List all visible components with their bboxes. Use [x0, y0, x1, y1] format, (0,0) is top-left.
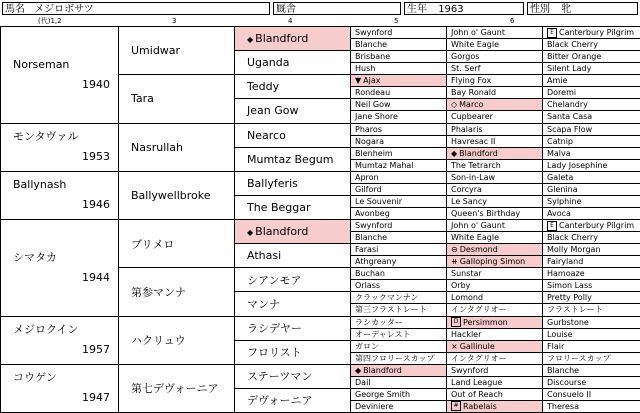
horse-name-g4: Dail [355, 377, 371, 387]
horse-name-g4: Ajax [363, 76, 381, 86]
horse-name-g2: Ballywellbroke [131, 188, 211, 202]
horse-name-g6: Canterbury Pilgrim [559, 28, 635, 38]
ancestor-year: 1947 [82, 391, 110, 405]
ancestor-g2 [119, 364, 235, 412]
horse-name-g5: John o' Gaunt [451, 221, 505, 231]
ancestor-g4 [351, 220, 447, 232]
ancestor-g4 [351, 147, 447, 159]
horse-name-g5: The Tetrarch [451, 160, 501, 170]
ancestor-g6 [543, 171, 640, 183]
ancestor-g6 [543, 364, 640, 376]
horse-name: メジロボサツ [34, 4, 94, 15]
diamond-icon: ◆ [247, 35, 254, 45]
horse-name-g6: Fairyland [547, 257, 584, 267]
horse-name-g5: Blandford [459, 148, 498, 158]
horse-name-g4: Jane Shore [355, 112, 398, 122]
ancestor-g5 [447, 39, 543, 51]
ancestor-g5 [447, 183, 543, 195]
ancestor-g6 [543, 123, 640, 135]
ancestor-g5 [447, 135, 543, 147]
horse-name-g5: Corcyra [451, 184, 482, 194]
horse-name-g3: ラシデヤー [247, 322, 302, 336]
ancestor-g4 [351, 292, 447, 304]
birth-year-field [404, 2, 524, 15]
horse-name-g5: Persimmon [463, 317, 508, 327]
ancestor-g2 [119, 27, 235, 75]
ancestor-g6 [543, 340, 640, 352]
pedigree-table [0, 26, 640, 413]
box-hash-icon: # [451, 401, 461, 411]
ancestor-g4 [351, 256, 447, 268]
ancestor-g3 [235, 171, 351, 195]
birth-year: 1963 [438, 4, 464, 15]
ancestor-g2 [119, 123, 235, 171]
generation-label: 3 [172, 17, 177, 25]
horse-name-g3: Nearco [247, 128, 286, 142]
horse-name-g5: Rabelais [463, 401, 497, 411]
horse-name-g4: Rondeau [355, 88, 391, 98]
horse-name-g5: Phalaris [451, 124, 483, 134]
ancestor-g1 [1, 220, 119, 317]
diamond-icon: ◆ [355, 365, 362, 375]
ancestor-g5 [447, 111, 543, 123]
horse-name-g6: Black Cherry [547, 233, 598, 243]
ancestor-g4 [351, 280, 447, 292]
cross-icon: × [451, 341, 458, 351]
ancestor-g6 [543, 27, 640, 39]
ancestor-g6 [543, 39, 640, 51]
horse-name-g4: Blanche [355, 233, 388, 243]
horse-name-g6: Simon Lass [547, 281, 593, 291]
horse-name-g5: Havresac II [451, 136, 496, 146]
horse-name-g3: The Beggar [247, 200, 311, 214]
ancestor-name: メジロクイン [13, 323, 79, 337]
pedigree-row [1, 171, 640, 183]
horse-name-g6: Hamoaze [547, 269, 585, 279]
ancestor-g5 [447, 195, 543, 207]
ancestor-g4 [351, 183, 447, 195]
horse-name-g5: White Eagle [451, 233, 499, 243]
ancestor-g5 [447, 244, 543, 256]
ancestor-year: 1957 [82, 343, 110, 357]
ancestor-g5 [447, 328, 543, 340]
ancestor-name: Ballynash [13, 178, 67, 192]
ancestor-year: 1953 [82, 150, 110, 164]
ancestor-g4 [351, 328, 447, 340]
horse-name-g6: Chelandry [547, 100, 588, 110]
horse-name-g4: Orlass [355, 281, 381, 291]
horse-name-g4: 第四フロリースカップ [355, 353, 435, 363]
horse-name-g5: Desmond [459, 245, 498, 255]
ancestor-g3 [235, 268, 351, 292]
ancestor-g5 [447, 87, 543, 99]
horse-name-g3: Athasi [247, 249, 282, 263]
ancestor-g5 [447, 400, 543, 412]
horse-name-g6: Amie [547, 76, 568, 86]
box-e-icon: E [547, 221, 557, 231]
horse-name-g3: シアンモア [247, 273, 302, 287]
ancestor-g4 [351, 27, 447, 39]
ancestor-g5 [447, 207, 543, 219]
ancestor-g6 [543, 328, 640, 340]
horse-name-g6: フロリースカップ [547, 353, 611, 363]
pedigree-row [1, 316, 640, 328]
oval-icon: ⊖ [451, 245, 458, 255]
horse-name-g6: Sylphine [547, 196, 582, 206]
horse-name-g2: 第七デヴォーニア [131, 382, 219, 396]
horse-name-g5: St. Serf [451, 64, 481, 74]
horse-name-g6: Catnip [547, 136, 573, 146]
ancestor-g3 [235, 75, 351, 99]
ancestor-g1 [1, 316, 119, 364]
ancestor-g4 [351, 304, 447, 316]
ancestor-g4 [351, 376, 447, 388]
ancestor-g6 [543, 292, 640, 304]
ancestor-g6 [543, 195, 640, 207]
horse-name-g4: Le Souvenir [355, 196, 403, 206]
horse-name-g3: Uganda [247, 56, 290, 70]
horse-name-g5: Gallinule [459, 341, 495, 351]
generation-labels [0, 16, 640, 26]
horse-name-g6: Doremi [547, 88, 577, 98]
ancestor-g1 [1, 171, 119, 219]
ancestor-g3 [235, 99, 351, 123]
ancestor-g6 [543, 268, 640, 280]
pedigree-row [1, 123, 640, 135]
horse-name-g6: Lady Josephine [547, 160, 608, 170]
horse-name-g5: Land League [451, 377, 503, 387]
ancestor-g4 [351, 87, 447, 99]
horse-name-g3: Blandford [255, 225, 309, 239]
ancestor-g5 [447, 304, 543, 316]
ancestor-g3 [235, 244, 351, 268]
hollow-diamond-icon: ◇ [451, 100, 458, 110]
ancestor-g3 [235, 364, 351, 388]
box-e-icon: E [547, 28, 557, 38]
horse-name-g5: Flying Fox [451, 76, 492, 86]
horse-name-g3: フロリスト [247, 346, 302, 360]
horse-name-g5: インタグリオー [451, 353, 507, 363]
ancestor-g6 [543, 244, 640, 256]
ancestor-g6 [543, 316, 640, 328]
ancestor-g6 [543, 111, 640, 123]
generation-label: 4 [288, 17, 293, 25]
horse-name-g5: Galloping Simon [459, 257, 526, 267]
ancestor-g1 [1, 123, 119, 171]
horse-name-g4: Swynford [355, 221, 393, 231]
horse-name-g5: John o' Gaunt [451, 28, 505, 38]
ancestor-g4 [351, 400, 447, 412]
box-d-icon: D [451, 317, 461, 327]
horse-name-g6: Malva [547, 148, 571, 158]
ancestor-g5 [447, 99, 543, 111]
ancestor-g6 [543, 220, 640, 232]
ancestor-g3 [235, 195, 351, 219]
horse-name-g6: Theresa [547, 401, 579, 411]
pedigree-row [1, 220, 640, 232]
horse-name-g6: Galeta [547, 172, 574, 182]
ancestor-g3 [235, 316, 351, 340]
ancestor-name: シマタカ [13, 250, 57, 264]
ancestor-g3 [235, 220, 351, 244]
horse-name-g4: George Smith [355, 389, 411, 399]
ancestor-g4 [351, 111, 447, 123]
ancestor-g5 [447, 220, 543, 232]
ancestor-g4 [351, 39, 447, 51]
triangle-icon: ▼ [355, 76, 362, 86]
horse-name-g4: クラックマンナン [355, 293, 419, 303]
ancestor-g5 [447, 232, 543, 244]
ancestor-g4 [351, 232, 447, 244]
horse-name-g6: Pretty Polly [547, 293, 592, 303]
ancestor-g4 [351, 51, 447, 63]
sex: 牝 [561, 4, 572, 15]
horse-name-g6: Black Cherry [547, 40, 598, 50]
horse-name-g5: Marco [459, 100, 484, 110]
ancestor-g6 [543, 183, 640, 195]
ancestor-g4 [351, 99, 447, 111]
horse-name-g5: White Eagle [451, 40, 499, 50]
horse-name-g6: Avoca [547, 208, 571, 218]
horse-name-g6: Consuelo II [547, 389, 592, 399]
horse-name-g6: Louise [547, 329, 573, 339]
ancestor-g6 [543, 388, 640, 400]
pedigree-row [1, 27, 640, 39]
ancestor-g5 [447, 376, 543, 388]
ancestor-name: Norseman [13, 57, 70, 71]
ancestor-g6 [543, 75, 640, 87]
ancestor-g5 [447, 340, 543, 352]
ancestor-g2 [119, 268, 235, 316]
horse-name-g3: ステーツマン [247, 370, 313, 384]
ancestor-g5 [447, 388, 543, 400]
horse-name-g2: Nasrullah [131, 140, 184, 154]
horse-name-g5: Sunstar [451, 269, 482, 279]
horse-name-g3: デヴォーニア [247, 394, 313, 408]
ancestor-g3 [235, 340, 351, 364]
horse-name-g2: Tara [131, 92, 154, 106]
ancestor-g6 [543, 159, 640, 171]
horse-name-g4: Mumtaz Mahal [355, 160, 414, 170]
horse-name-g4: ラシカッター [355, 317, 403, 327]
horse-name-g5: Le Sancy [451, 196, 487, 206]
horse-name-g4: Neil Gow [355, 100, 391, 110]
ancestor-g5 [447, 159, 543, 171]
ancestor-g3 [235, 292, 351, 316]
ancestor-g2 [119, 171, 235, 219]
birth-year-label: 生年 [407, 4, 427, 15]
horse-name-g3: Mumtaz Begum [247, 152, 334, 166]
horse-name-g2: 第参マンナ [131, 285, 186, 299]
ancestor-g4 [351, 63, 447, 75]
ancestor-g5 [447, 63, 543, 75]
ancestor-g5 [447, 256, 543, 268]
ancestor-g5 [447, 123, 543, 135]
ancestor-g5 [447, 171, 543, 183]
horse-name-g4: Athgreany [355, 257, 397, 267]
horse-name-g3: Jean Gow [247, 104, 299, 118]
horse-name-g6: Gurbstone [547, 317, 589, 327]
horse-name-g4: Buchan [355, 269, 385, 279]
ancestor-g4 [351, 207, 447, 219]
ancestor-g4 [351, 352, 447, 364]
ancestor-g5 [447, 280, 543, 292]
horse-name-g2: Umidwar [131, 44, 181, 58]
ancestor-g3 [235, 27, 351, 51]
ancestor-g6 [543, 256, 640, 268]
ancestor-g1 [1, 364, 119, 412]
ancestor-g6 [543, 232, 640, 244]
diamond-icon: ◆ [247, 228, 254, 238]
horse-name-g3: Ballyferis [247, 176, 298, 190]
ancestor-g4 [351, 268, 447, 280]
ancestor-g4 [351, 244, 447, 256]
ancestor-g5 [447, 268, 543, 280]
ancestor-g5 [447, 316, 543, 328]
ancestor-g6 [543, 147, 640, 159]
ancestor-year: 1944 [82, 270, 110, 284]
diamond-icon: ◆ [451, 148, 458, 158]
horse-name-g5: Lomond [451, 293, 484, 303]
horse-name-g4: オーデャレスト [355, 329, 411, 339]
ancestor-g6 [543, 135, 640, 147]
ancestor-g1 [1, 27, 119, 124]
ancestor-g5 [447, 352, 543, 364]
ancestor-g4 [351, 316, 447, 328]
horse-name-g6: Bitter Orange [547, 52, 602, 62]
horse-name-g4: Swynford [355, 28, 393, 38]
ancestor-g2 [119, 316, 235, 364]
horse-name-label: 馬名 [5, 4, 25, 15]
horse-name-g6: Santa Casa [547, 112, 593, 122]
horse-name-g5: Queen's Birthday [451, 208, 521, 218]
ancestor-g4 [351, 123, 447, 135]
ancestor-g4 [351, 340, 447, 352]
ancestor-g6 [543, 87, 640, 99]
ancestor-g6 [543, 304, 640, 316]
horse-name-g5: Gorgos [451, 52, 480, 62]
ancestor-g5 [447, 27, 543, 39]
ancestor-name: コウゲン [13, 371, 57, 385]
ancestor-g3 [235, 388, 351, 412]
ancestor-g4 [351, 195, 447, 207]
ancestor-g4 [351, 388, 447, 400]
ancestor-g4 [351, 171, 447, 183]
horse-name-field [2, 2, 270, 15]
ancestor-g4 [351, 364, 447, 376]
horse-name-g5: Cupbearer [451, 112, 493, 122]
horse-name-g5: Son-in-Law [451, 172, 496, 182]
ancestor-name: モンタヴァル [13, 130, 79, 144]
horse-name-g4: Blenheim [355, 148, 393, 158]
horse-name-g6: フラストレート [547, 305, 603, 315]
ancestor-g6 [543, 400, 640, 412]
horse-name-g5: Out of Reach [451, 389, 503, 399]
horse-name-g4: ガロン [355, 341, 379, 351]
horse-name-g5: インタグリオー [451, 305, 507, 315]
ancestor-g2 [119, 75, 235, 123]
ancestor-year: 1940 [82, 77, 110, 91]
sex-field [527, 2, 638, 15]
ancestor-g5 [447, 51, 543, 63]
double-plus-icon: ⧺ [451, 257, 458, 267]
stable-field [273, 2, 401, 15]
ancestor-g5 [447, 364, 543, 376]
generation-label: 6 [510, 17, 515, 25]
horse-name-g4: Blanche [355, 40, 388, 50]
stable-label: 厩舎 [276, 4, 296, 15]
ancestor-year: 1946 [82, 198, 110, 212]
horse-name-g4: Farasi [355, 245, 379, 255]
horse-name-g5: Bay Ronald [451, 88, 497, 98]
ancestor-g3 [235, 123, 351, 147]
ancestor-g6 [543, 99, 640, 111]
ancestor-g4 [351, 135, 447, 147]
ancestor-g4 [351, 159, 447, 171]
ancestor-g6 [543, 280, 640, 292]
generation-label: (代)1,2 [38, 17, 62, 25]
horse-name-g4: 第三フラストレート [355, 305, 427, 315]
horse-name-g4: Brisbane [355, 52, 391, 62]
ancestor-g5 [447, 75, 543, 87]
ancestor-g6 [543, 376, 640, 388]
ancestor-g3 [235, 147, 351, 171]
horse-name-g4: Deviniere [355, 401, 394, 411]
horse-name-g2: ハクリュウ [131, 334, 186, 348]
horse-name-g5: Swynford [451, 365, 489, 375]
horse-name-g6: Glenina [547, 184, 578, 194]
ancestor-g4 [351, 75, 447, 87]
pedigree-row [1, 364, 640, 376]
horse-name-g4: Gilford [355, 184, 382, 194]
horse-name-g2: ブリメロ [131, 237, 175, 251]
horse-name-g3: Blandford [255, 32, 309, 46]
horse-name-g4: Apron [355, 172, 379, 182]
horse-name-g6: Blanche [547, 365, 580, 375]
horse-name-g4: Nogara [355, 136, 385, 146]
ancestor-g6 [543, 207, 640, 219]
horse-name-g4: Blandford [363, 365, 402, 375]
horse-name-g6: Canterbury Pilgrim [559, 221, 635, 231]
ancestor-g5 [447, 292, 543, 304]
horse-name-g6: Silent Lady [547, 64, 592, 74]
horse-name-g6: Flair [547, 341, 565, 351]
ancestor-g6 [543, 352, 640, 364]
ancestor-g3 [235, 51, 351, 75]
horse-name-g3: マンナ [247, 297, 280, 311]
ancestor-g5 [447, 147, 543, 159]
horse-name-g4: Hush [355, 64, 376, 74]
sex-label: 性別 [530, 4, 550, 15]
horse-name-g5: Orby [451, 281, 471, 291]
horse-name-g4: Avonbeg [355, 208, 390, 218]
horse-name-g6: Discourse [547, 377, 587, 387]
horse-name-g6: Scapa Flow [547, 124, 593, 134]
horse-name-g4: Pharos [355, 124, 382, 134]
ancestor-g6 [543, 63, 640, 75]
generation-label: 5 [394, 17, 399, 25]
ancestor-g6 [543, 51, 640, 63]
horse-name-g6: Molly Morgan [547, 245, 601, 255]
horse-name-g5: Hackler [451, 329, 482, 339]
ancestor-g2 [119, 220, 235, 268]
horse-name-g3: Teddy [247, 80, 280, 94]
